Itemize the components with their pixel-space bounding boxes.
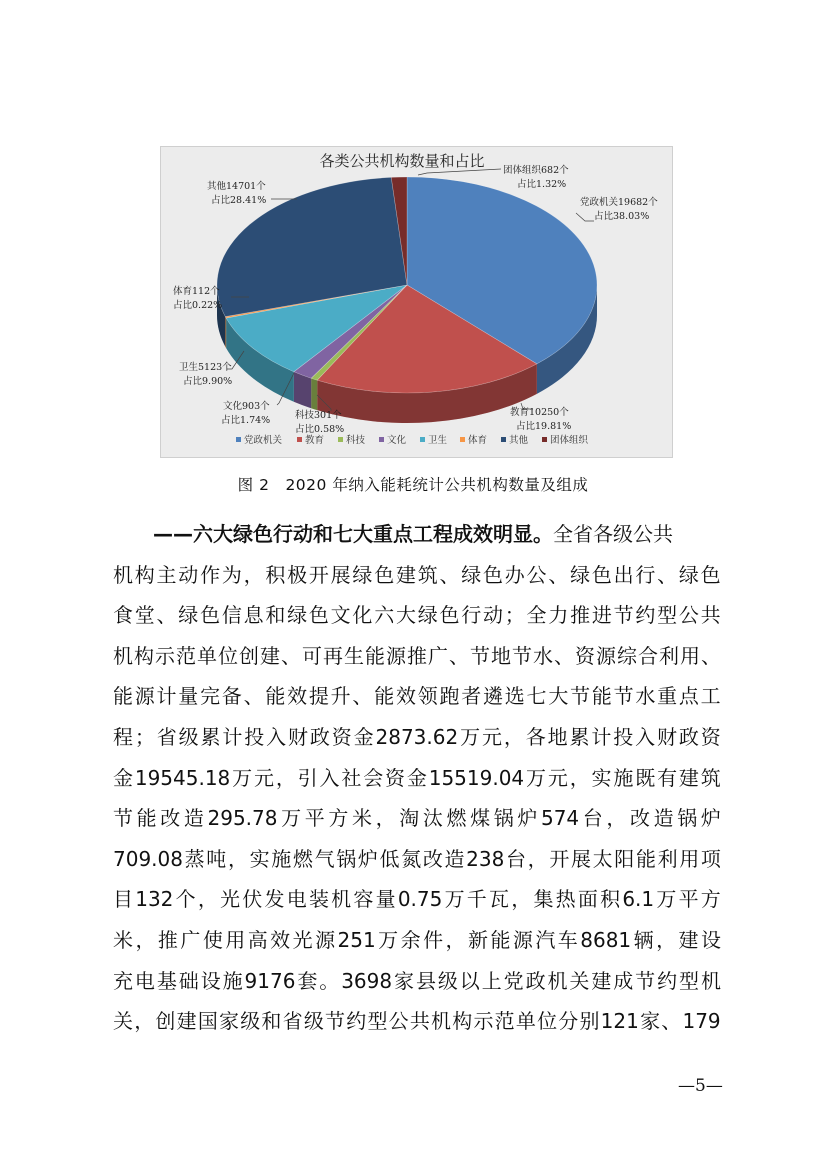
label-wenhua-percent: 占比1.74%: [221, 415, 271, 426]
legend-tiyu: 体育: [468, 435, 488, 446]
body-line: 程 ； 省 级 累 计 投 入 财 政 资 金 2873.62 万 元 ， 各 地 累 计 投 入 财 政 资: [113, 724, 721, 749]
pie-tops: [217, 177, 597, 393]
legend-swatch-dangzheng: [236, 437, 241, 442]
body-line: 充 电 基 础 设 施 9176 套 。 3698 家 县 级 以 上 党 政 机 关 建 成 节 约 型 机: [113, 968, 721, 993]
legend-weisheng: 卫生: [428, 435, 448, 446]
legend-swatch-qita: [501, 437, 506, 442]
legend-swatch-weisheng: [420, 437, 425, 442]
label-weisheng-count: 卫生5123个: [179, 362, 232, 373]
body-line: 能 源 计 量 完 备 、 能 效 提 升 、 能 效 领 跑 者 遴 选 七 大 节 能 节 水 重 点 工: [113, 684, 721, 709]
legend-jiaoyu: 教育: [305, 435, 325, 446]
body-line: 机 构 主 动 作 为 ， 积 极 开 展 绿 色 建 筑 、 绿 色 办 公 、 绿 色 出 行 、 绿 色: [113, 562, 721, 587]
legend-wenhua: 文化: [387, 435, 407, 446]
label-qita-count: 其他14701个: [207, 181, 266, 192]
label-keji-percent: 占比0.58%: [295, 424, 345, 435]
body-line: 食 堂 、 绿 色 信 息 和 绿 色 文 化 六 大 绿 色 行 动 ； 全 力 推 进 节 约 型 公 共: [113, 603, 721, 628]
body-bold-lead: ——六大绿色行动和七大重点工程成效明显。: [153, 522, 553, 546]
body-line-1: [113, 514, 721, 555]
label-jiaoyu-percent: 占比19.81%: [516, 421, 572, 432]
label-qita-percent: 占比28.41%: [211, 195, 267, 206]
body-line: 节 能 改 造 295.78 万 平 方 米 ， 淘 汰 燃 煤 锅 炉 574 台 ， 改 造 锅 炉: [113, 806, 721, 831]
figure-caption: 图 2 2020 年纳入能耗统计公共机构数量及组成: [237, 476, 589, 494]
page-number: —5—: [678, 1076, 723, 1096]
legend-keji: 科技: [346, 435, 366, 446]
label-tiyu-percent: 占比0.22%: [173, 300, 223, 311]
legend-swatch-tiyu: [460, 437, 465, 442]
body-line: 机 构 示 范 单 位 创 建 、 可 再 生 能 源 推 广 、 节 地 节 水 、 资 源 综 合 利 用 、: [113, 643, 721, 668]
label-dangzheng-percent: 占比38.03%: [594, 211, 650, 222]
legend-dangzheng: 党政机关: [244, 435, 283, 446]
legend-tuanti: 团体组织: [550, 435, 589, 446]
pie-chart-svg: [161, 147, 672, 457]
pie-side-shade-5: [225, 317, 226, 348]
pie-side-shade-2: [311, 378, 317, 410]
body-line: 目 132 个 ， 光 伏 发 电 装 机 容 量 0.75 万 千 瓦 ， 集 热 面 积 6.1 万 平 方: [113, 887, 721, 912]
body-paragraph: [113, 514, 721, 1042]
body-line: 米 ， 推 广 使 用 高 效 光 源 251 万 余 件 ， 新 能 源 汽 车 8681 辆 ， 建 设: [113, 927, 721, 952]
label-tuanti-count: 团体组织682个: [503, 165, 569, 176]
body-line: 关 ， 创 建 国 家 级 和 省 级 节 约 型 公 共 机 构 示 范 单 位 分 别 121 家 、 179: [113, 1009, 721, 1034]
legend-qita: 其他: [509, 435, 529, 446]
body-line-1-rest: 全省各级公共: [553, 522, 673, 546]
chart-title: 各类公共机构数量和占比: [319, 152, 485, 170]
legend-swatch-wenhua: [379, 437, 384, 442]
label-tiyu-count: 体育112个: [173, 286, 220, 297]
chart-legend: [236, 434, 589, 446]
label-jiaoyu-count: 教育10250个: [510, 407, 569, 418]
pie-chart: [160, 146, 673, 458]
body-line: 金 19545.18 万 元 ， 引 入 社 会 资 金 15519.04 万 元 ， 实 施 既 有 建 筑: [113, 765, 721, 790]
leader-line-0: [576, 213, 594, 221]
legend-swatch-keji: [338, 437, 343, 442]
label-tuanti-percent: 占比1.32%: [517, 179, 567, 190]
body-line: 709.08 蒸 吨 ， 实 施 燃 气 锅 炉 低 氮 改 造 238 台 ， 开 展 太 阳 能 利 用 项: [113, 846, 721, 871]
legend-swatch-tuanti: [542, 437, 547, 442]
label-dangzheng-count: 党政机关19682个: [580, 197, 658, 208]
legend-swatch-jiaoyu: [297, 437, 302, 442]
label-weisheng-percent: 占比9.90%: [183, 376, 233, 387]
label-keji-count: 科技301个: [295, 410, 342, 421]
label-wenhua-count: 文化903个: [223, 401, 270, 412]
